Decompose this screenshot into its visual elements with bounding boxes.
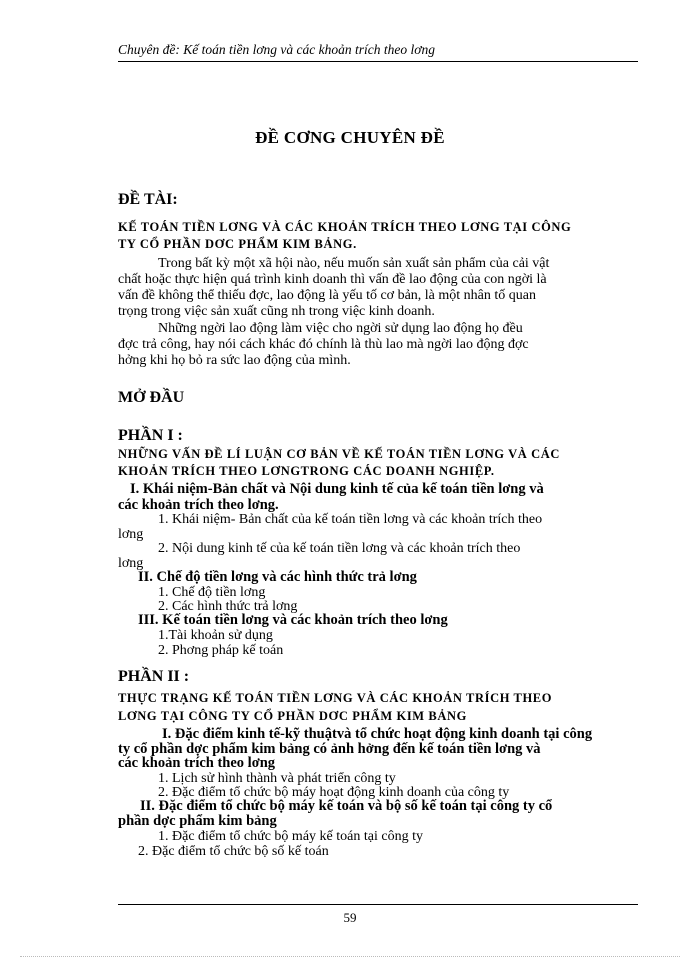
intro-p1-line-2: chất hoặc thực hiện quá trình kinh doanh thì vấn đề lao động của con ngời là: [118, 272, 547, 287]
intro-p1-line-3: vấn đề không thể thiếu đợc, lao động là yếu tố cơ bản, là một nhân tố quan: [118, 288, 536, 303]
topic-line-1: KẾ TOÁN TIỀN LƠNG VÀ CÁC KHOẢN TRÍCH THEO LƠNG TẠI CÔNG: [118, 220, 572, 234]
topic-label: ĐỀ TÀI:: [118, 191, 178, 208]
intro-p1-line-1: Trong bất kỳ một xã hội nào, nếu muốn sản xuất sản phẩm của cải vật: [158, 256, 550, 271]
part1-section-3: III. Kế toán tiền lơng và các khoản trích theo lơng: [138, 612, 448, 628]
part1-item-1-1-line-2: lơng: [118, 527, 144, 542]
intro-p2-line-2: đợc trả công, hay nói cách khác đó chính là thù lao mà ngời lao động đợc: [118, 337, 529, 352]
part1-label: PHẦN I :: [118, 427, 183, 444]
part2-item-2-1: 1. Đặc điểm tổ chức bộ máy kế toán tại công ty: [158, 829, 423, 844]
part2-title-line-1: THỰC TRẠNG KẾ TOÁN TIỀN LƠNG VÀ CÁC KHOẢN TRÍCH THEO: [118, 691, 553, 705]
part2-item-1-1: 1. Lịch sử hình thành và phát triển công ty: [158, 771, 396, 786]
part1-item-3-2: 2. Phơng pháp kế toán: [158, 643, 284, 658]
part1-title-line-2: KHOẢN TRÍCH THEO LƠNGTRONG CÁC DOANH NGHIỆP.: [118, 464, 495, 478]
part1-item-3-1: 1.Tài khoản sử dụng: [158, 628, 273, 643]
footer-divider: [118, 904, 638, 905]
part2-label: PHẦN II :: [118, 668, 190, 685]
part2-section-1-line-2: ty cổ phần dợc phẩm kim bảng có ảnh hởng đến kế toán tiền lơng và: [118, 741, 541, 757]
part2-section-1-line-3: các khoản trích theo lơng: [118, 755, 276, 771]
part1-title-line-1: NHỮNG VẤN ĐỀ LÍ LUẬN CƠ BẢN VỀ KẾ TOÁN TIỀN LƠNG VÀ CÁC: [118, 447, 560, 461]
part1-item-2-1: 1. Chế độ tiền lơng: [158, 585, 266, 600]
part2-title-line-2: LƠNG TẠI CÔNG TY CỔ PHẦN DƠC PHẨM KIM BẢNG: [118, 709, 467, 723]
part1-item-1-1-line-1: 1. Khái niệm- Bản chất của kế toán tiền lơng và các khoản trích theo: [158, 512, 543, 527]
mo-dau-heading: MỞ ĐẦU: [118, 389, 185, 406]
intro-p2-line-3: hởng khi họ bỏ ra sức lao động của mình.: [118, 353, 351, 368]
page-edge-divider: [20, 956, 680, 957]
part1-section-1-line-2: các khoản trích theo lơng.: [118, 497, 279, 513]
intro-p2-line-1: Những ngời lao động làm việc cho ngời sử dụng lao động họ đều: [158, 321, 523, 336]
part2-item-1-2: 2. Đặc điểm tổ chức bộ máy hoạt động kinh doanh của công ty: [158, 785, 510, 800]
topic-line-2: TY CỔ PHẦN DƠC PHẨM KIM BẢNG.: [118, 237, 357, 251]
document-title: ĐỀ CƠNG CHUYÊN ĐỀ: [255, 128, 445, 147]
intro-p1-line-4: trọng trong việc sản xuất cũng nh trong việc kinh doanh.: [118, 304, 435, 319]
part1-section-2: II. Chế độ tiền lơng và các hình thức trả lơng: [138, 569, 417, 585]
part2-section-2-line-2: phần dợc phẩm kim bảng: [118, 813, 277, 829]
part2-item-2-2: 2. Đặc điểm tổ chức bộ số kế toán: [138, 844, 329, 859]
part1-item-2-2: 2. Các hình thức trả lơng: [158, 599, 298, 614]
part2-section-1-line-1: I. Đặc điểm kinh tế-kỹ thuậtvà tổ chức hoạt động kinh doanh tại công: [162, 726, 593, 742]
running-header: Chuyên đề: Kế toán tiền lơng và các khoản trích theo lơng: [118, 42, 638, 62]
part2-section-2-line-1: II. Đặc điểm tổ chức bộ máy kế toán và bộ số kế toán tại công ty cổ: [140, 798, 553, 814]
part1-item-1-2-line-1: 2. Nội dung kinh tế của kế toán tiền lơng và các khoản trích theo: [158, 541, 521, 556]
page-number: 59: [343, 910, 357, 925]
part1-section-1-line-1: I. Khái niệm-Bản chất và Nội dung kinh tế của kế toán tiền lơng và: [130, 481, 544, 497]
part1-item-1-2-line-2: lơng: [118, 556, 144, 571]
